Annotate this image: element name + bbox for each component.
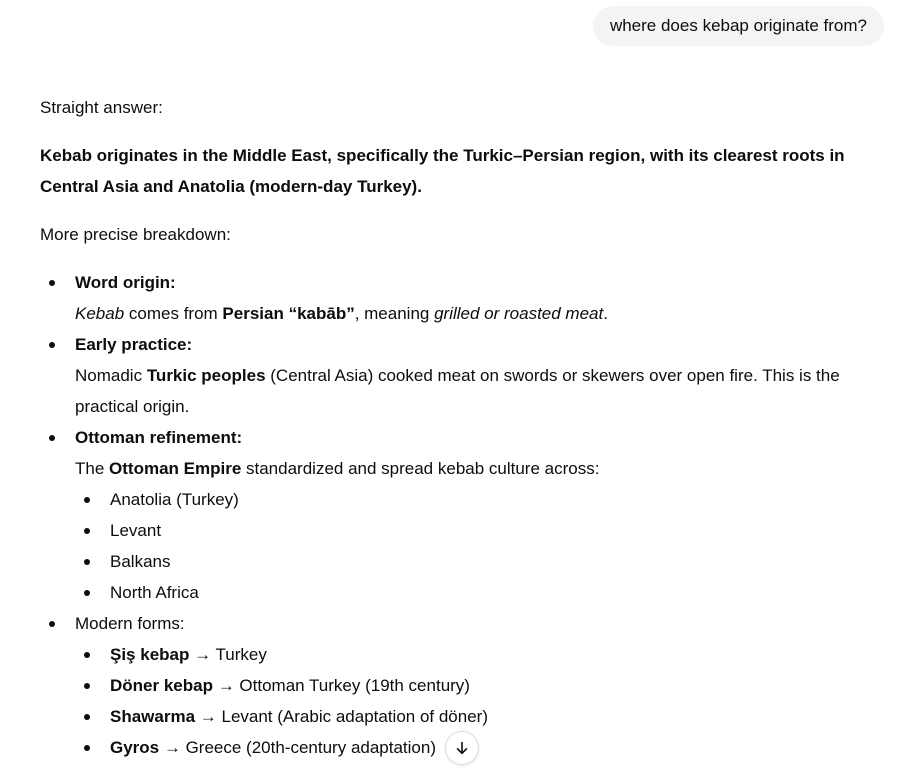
breakdown-list [40, 267, 870, 763]
ottoman-text: The Ottoman Empire standardized and spread kebab culture across: [75, 459, 600, 478]
list-item-early-practice [40, 329, 870, 422]
answer-intro: Straight answer: [40, 98, 163, 117]
list-item: Balkans [75, 546, 870, 577]
early-practice-title: Early practice: [75, 335, 193, 354]
early-practice-text: Nomadic Turkic peoples (Central Asia) cooked meat on swords or skewers over open fire. This is the practical origin. [75, 366, 840, 416]
list-item: Döner kebap → Ottoman Turkey (19th century) [75, 670, 870, 701]
user-message-bubble [593, 6, 884, 46]
list-item-ottoman-refinement [40, 422, 870, 608]
assistant-response [40, 92, 870, 763]
list-item: Anatolia (Turkey) [75, 484, 870, 515]
breakdown-label: More precise breakdown: [40, 225, 231, 244]
ottoman-regions-list [75, 484, 870, 608]
list-item: Levant [75, 515, 870, 546]
scroll-to-bottom-button[interactable] [445, 731, 479, 765]
list-item: North Africa [75, 577, 870, 608]
list-item: Shawarma → Levant (Arabic adaptation of döner) [75, 701, 870, 732]
word-origin-text: Kebab comes from Persian “kabāb”, meaning grilled or roasted meat. [75, 304, 608, 323]
list-item-word-origin [40, 267, 870, 329]
answer-main-statement: Kebab originates in the Middle East, specifically the Turkic–Persian region, with its clearest roots in Central Asia and Anatolia (modern-day Turkey). [40, 146, 845, 196]
arrow-down-icon [454, 740, 470, 756]
list-item: Gyros → Greece (20th-century adaptation) [75, 732, 870, 763]
ottoman-title: Ottoman refinement: [75, 428, 243, 447]
modern-forms-title: Modern forms: [75, 614, 185, 633]
word-origin-title: Word origin: [75, 273, 176, 292]
user-message-text: where does kebap originate from? [609, 16, 867, 35]
list-item: Şiş kebap → Turkey [75, 639, 870, 670]
